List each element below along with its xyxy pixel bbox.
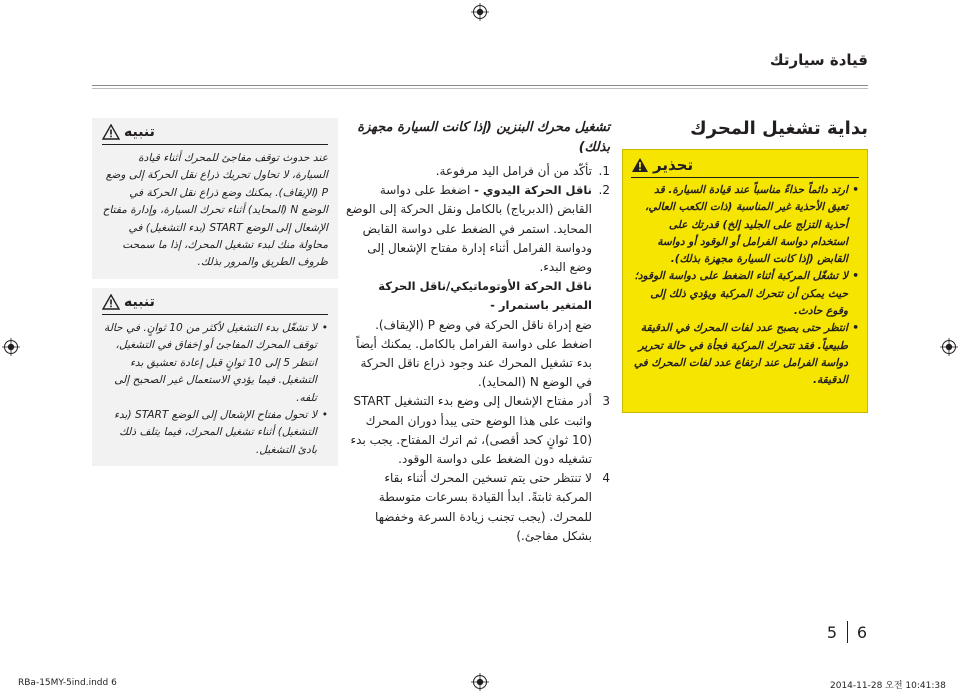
warning-list bbox=[631, 182, 859, 390]
caution-header bbox=[102, 294, 328, 310]
caution-list bbox=[102, 320, 328, 459]
caution-triangle-icon bbox=[102, 294, 120, 310]
instructions-column bbox=[346, 118, 610, 546]
instructions-title: تشغيل محرك البنزين (إذا كانت السيارة مجهزة بذلك) bbox=[357, 120, 610, 155]
header-divider bbox=[92, 85, 868, 86]
page-number-right: 6 bbox=[856, 622, 868, 642]
warning-divider bbox=[631, 177, 859, 178]
caution-title: تنبيه bbox=[124, 124, 155, 140]
caution-text: عند حدوث توقف مفاجئ للمحرك أثناء قيادة السيارة، لا تحاول تحريك ذراع نقل الحركة إلى وضع P (الإيقاف). يمكنك وضع ذراع نقل الحركة في الوضع N (المحايد) أثناء تحرك السيارة، وإدارة مفتاح الإشعال إلى الوضع START (بدء التشغيل) في محاولة منك لبدء تشغيل المحرك، إذا ما سمحت ظروف الطريق والمرور بذلك. bbox=[102, 152, 328, 269]
list-item: • لا تشغّل بدء التشغيل لأكثر من 10 ثوانٍ. في حالة توقف المحرك المفاجئ أو إخفاق في التشغيل، انتظر 5 إلى 10 ثوانٍ قبل إعادة تعشيق بدء التشغيل. فيما يؤدي الاستعمال غير الصحيح إلى تلفه. bbox=[104, 322, 328, 404]
caution-header bbox=[102, 124, 328, 140]
page-header-title: قيادة سيارتك bbox=[769, 51, 868, 69]
warning-box bbox=[622, 149, 868, 413]
list-item: • ارتد دائماً حذاءً مناسباً عند قيادة السيارة. قد تعيق الأحذية غير المناسبة (ذات الكعب العالي، أحذية التزلج على الجليد إلخ) قدرتك على استخدام دواسة الفرامل أو الوقود أو دواسة القابض (إذا كانت السيارة مجهزة بذلك). bbox=[645, 184, 859, 266]
warning-triangle-icon bbox=[631, 157, 649, 173]
step-item: 2. ناقل الحركة اليدوي - اضغط على دواسة القابض (الدبرياج) بالكامل ونقل الحركة إلى الوضع المحايد. استمر في الضغط على دواسة القابض ودواسة الفرامل أثناء إدارة مفتاح الإشعال إلى وضع البدء. ناقل الحركة الأوتوماتيكي/ناقل الحركة المتغير باستمرار - ضع إدراة ناقل الحركة في وضع P (الإيقاف). اضغط على دواسة الفرامل بالكامل. يمكنك أيضاً بدء تشغيل المحرك عند وجود ذراع ناقل الحركة في الوضع N (المحايد). bbox=[345, 183, 610, 390]
caution-divider bbox=[102, 314, 328, 315]
footer-filename: RBa-15MY-5ind.indd 6 bbox=[18, 678, 117, 688]
caution-triangle-icon bbox=[102, 124, 120, 140]
caution-title: تنبيه bbox=[124, 294, 155, 310]
page-number bbox=[822, 620, 872, 644]
caution-box bbox=[92, 288, 338, 466]
list-item: • لا تحول مفتاح الإشعال إلى الوضع START (بدء التشغيل) أثناء تشغيل المحرك، فيما يتلف ذلك بادئ التشغيل. bbox=[114, 409, 328, 456]
registration-mark-icon bbox=[471, 673, 489, 691]
registration-mark-icon bbox=[940, 338, 958, 356]
registration-mark-icon bbox=[2, 338, 20, 356]
warning-header bbox=[631, 156, 859, 174]
footer-timestamp: 2014-11-28 오전 10:41:38 bbox=[830, 681, 946, 691]
list-item: • لا تشغّل المركبة أثناء الضغط على دواسة الوقود؛ حيث يمكن أن تتحرك المركبة ويؤدي ذلك إلى وقوع حادث. bbox=[634, 270, 859, 318]
page-number-left: 5 bbox=[826, 622, 838, 642]
step-item: 1. تأكّد من أن فرامل اليد مرفوعة. bbox=[435, 164, 610, 178]
list-item: • انتظر حتى يصبح عدد لفات المحرك في الدقيقة طبيعياً. فقد تتحرك المركبة فجأة في حالة تحرير دواسة الفرامل عند ارتفاع عدد لفات المحرك في الدقيقة. bbox=[633, 322, 859, 387]
header-divider bbox=[92, 88, 868, 89]
steps-list bbox=[346, 162, 610, 546]
warning-title: تحذير bbox=[653, 156, 694, 174]
registration-mark-icon bbox=[471, 3, 489, 21]
step-item: 3 أدر مفتاح الإشعال إلى وضع بدء التشغيل START واثبت على هذا الوضع حتى يبدأ دوران المحرك (10 ثوانٍ كحد أقصى)، ثم اترك المفتاح. يجب بدء تشغيله دون الضغط على دواسة الوقود. bbox=[350, 394, 610, 467]
caution-box bbox=[92, 118, 338, 279]
page-number-divider bbox=[847, 621, 848, 643]
section-title: بداية تشغيل المحرك bbox=[690, 118, 868, 139]
step-item: 4 لا تنتظر حتى يتم تسخين المحرك أثناء بقاء المركبة ثابتةً. ابدأ القيادة بسرعات متوسطة للمحرك. (يجب تجنب زيادة السرعة وخفضها بشكل مفاجئ.) bbox=[375, 471, 610, 543]
caution-divider bbox=[102, 144, 328, 145]
